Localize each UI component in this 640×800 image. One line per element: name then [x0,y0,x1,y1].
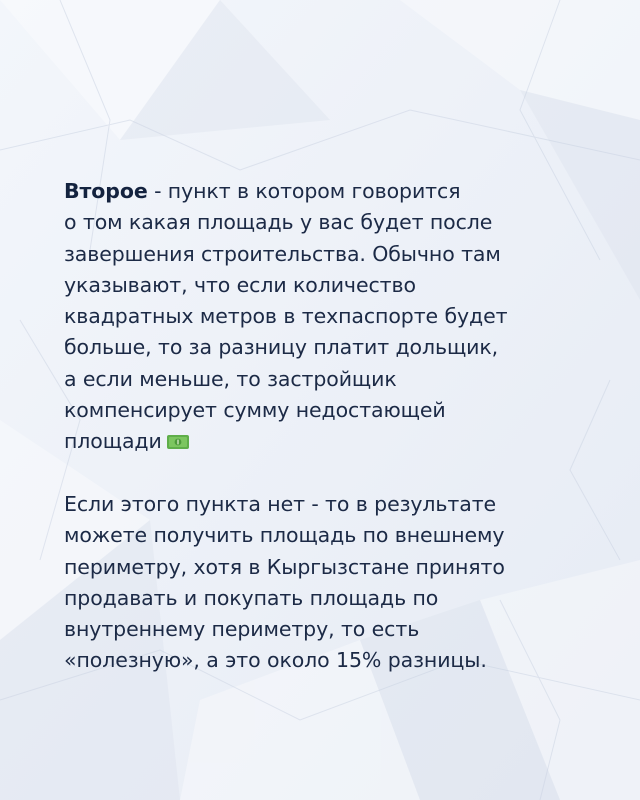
paragraph-1-text: - пункт в котором говорится о том какая площадь у вас будет после завершения строительства. Обычно там указывают, что если количество квадратных метров в техпаспорте будет больше, то за разницу платит дольщик, а если меньше, то застройщик компенсирует сумму недостающей площади [64,179,508,454]
money-icon [166,433,190,451]
paragraph-area-clause [64,176,564,458]
text-content [64,176,564,677]
bold-lead: Второе [64,179,148,203]
paragraph-missing-clause: Если этого пункта нет - то в результате можете получить площадь по внешнему периметру, хотя в Кыргызстане принято продавать и покупать площадь по внутреннему периметру, то есть «полезную», а это около 15% разницы. [64,491,505,673]
